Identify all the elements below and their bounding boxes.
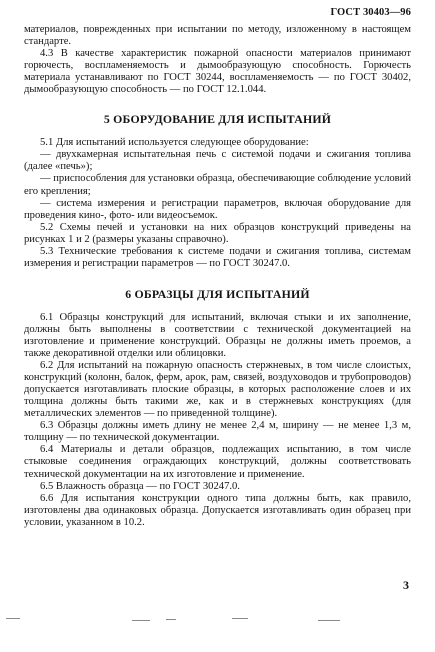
paragraph-6-3: 6.3 Образцы должны иметь длину не менее 2,4 м, ширину — не менее 1,3 м, толщину — по технической документации. bbox=[24, 420, 411, 444]
equipment-item-measurement: — система измерения и регистрации параметров, включая оборудование для проведения кино-, фото- или видеосъемок. bbox=[24, 197, 411, 221]
continuation-paragraph: материалов, поврежденных при испытании по методу, изложенному в настоящем стандарте. bbox=[24, 24, 411, 48]
paragraph-5-2: 5.2 Схемы печей и установки на них образцов конструкций приведены на рисунках 1 и 2 (размеры указаны справочно). bbox=[24, 221, 411, 245]
paragraph-4-3: 4.3 В качестве характеристик пожарной опасности материалов принимают горючесть, воспламеняемость и дымообразующую способность. Горючесть материала устанавливают по ГОСТ 30244, воспламеняемость — по ГОСТ 30402, дымообразующую способность — по ГОСТ 12.1.044. bbox=[24, 48, 411, 96]
section-6-heading: 6 ОБРАЗЦЫ ДЛЯ ИСПЫТАНИЙ bbox=[125, 286, 310, 301]
section-5-heading: 5 ОБОРУДОВАНИЕ ДЛЯ ИСПЫТАНИЙ bbox=[103, 112, 332, 127]
paragraph-5-3: 5.3 Технические требования к системе подачи и сжигания топлива, системам измерения и регистрации параметров — по ГОСТ 30247.0. bbox=[24, 245, 411, 269]
body-text bbox=[24, 24, 411, 529]
scan-artifacts bbox=[0, 618, 435, 624]
equipment-item-furnace: — двухкамерная испытательная печь с системой подачи и сжигания топлива (далее «печь»); bbox=[24, 149, 411, 173]
paragraph-6-1: 6.1 Образцы конструкций для испытаний, включая стыки и их заполнение, должны быть выполнены в соответствии с технической документацией на изготовление и применение конструкций. Образцы не должны иметь проемов, а также декоративной отделки или облицовки. bbox=[24, 311, 411, 360]
paragraph-6-2: 6.2 Для испытаний на пожарную опасность стержневых, в том числе слоистых, конструкций (колонн, балок, ферм, арок, рам, связей, воздуховодов и трубопроводов) допускается изготавливать плоские образцы, в которых расположение слоев и их толщина должны быть такими же, как и в стержневых конструкциях (для металлических элементов — по приведенной толщине). bbox=[24, 360, 411, 420]
paragraph-6-6: 6.6 Для испытания конструкции одного типа должны быть, как правило, изготовлены два одинаковых образца. Допускается изготавливать один образец при условии, указанном в 10.2. bbox=[24, 492, 411, 528]
standard-designation: ГОСТ 30403—96 bbox=[330, 7, 411, 18]
page-number: 3 bbox=[403, 578, 409, 592]
paragraph-6-4: 6.4 Материалы и детали образцов, подлежащих испытанию, в том числе стыковые соединения ограждающих конструкций, должны соответствовать технической документации на их изготовление и применение. bbox=[24, 444, 411, 480]
paragraph-5-1: 5.1 Для испытаний используется следующее оборудование: bbox=[40, 137, 309, 149]
paragraph-6-5: 6.5 Влажность образца — по ГОСТ 30247.0. bbox=[40, 480, 240, 492]
equipment-item-fixtures: — приспособления для установки образца, обеспечивающие соблюдение условий его крепления; bbox=[24, 173, 411, 197]
